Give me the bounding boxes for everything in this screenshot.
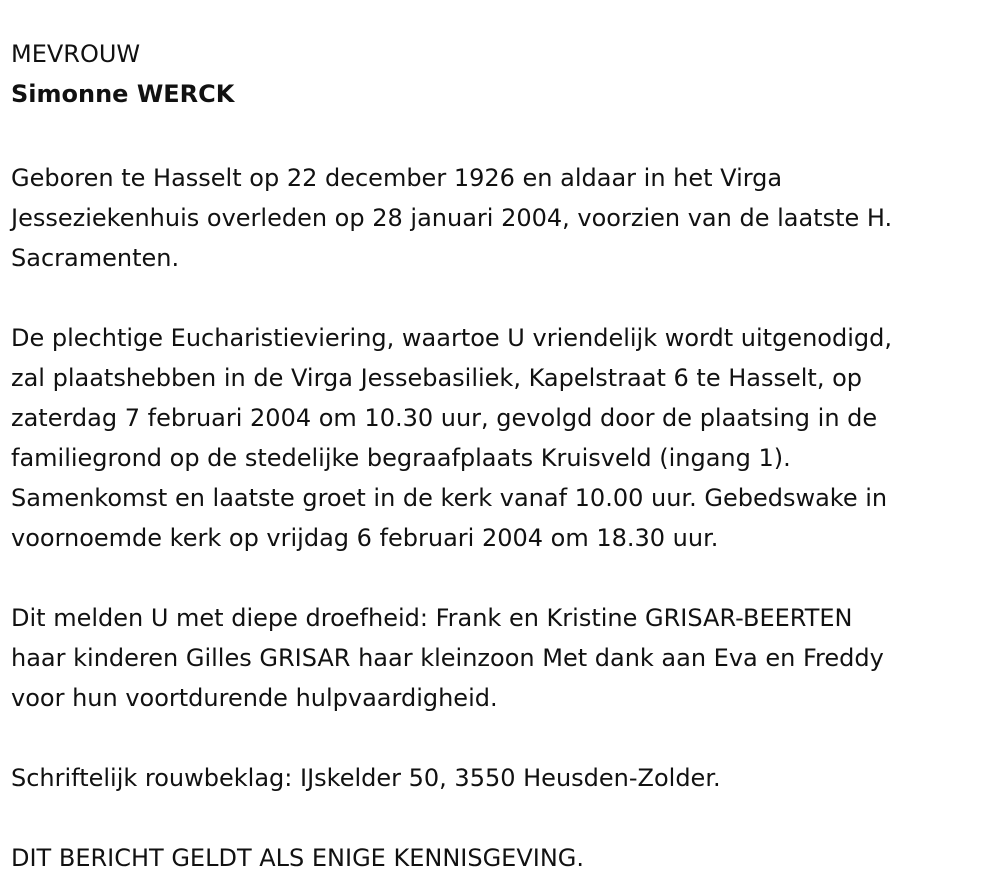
service-line: De plechtige Eucharistieviering, waartoe U vriendelijk wordt uitgenodigd, (11, 324, 892, 352)
service-line: voornoemde kerk op vrijdag 6 februari 2004 om 18.30 uur. (11, 524, 719, 552)
family-paragraph (11, 598, 996, 718)
family-line: Dit melden U met diepe droefheid: Frank en Kristine GRISAR-BEERTEN (11, 604, 853, 632)
paragraph-gap (11, 558, 996, 598)
family-line: haar kinderen Gilles GRISAR haar kleinzoon Met dank aan Eva en Freddy (11, 644, 884, 672)
closing-statement: DIT BERICHT GELDT ALS ENIGE KENNISGEVING. (11, 844, 585, 872)
birth-line: Geboren te Hasselt op 22 december 1926 en aldaar in het Virga (11, 164, 783, 192)
service-line: zal plaatshebben in de Virga Jessebasiliek, Kapelstraat 6 te Hasselt, op (11, 364, 862, 392)
service-line: zaterdag 7 februari 2004 om 10.30 uur, gevolgd door de plaatsing in de (11, 404, 878, 432)
birth-line: Jesseziekenhuis overleden op 28 januari 2004, voorzien van de laatste H. (11, 204, 893, 232)
paragraph-gap (11, 718, 996, 758)
paragraph-gap (11, 278, 996, 318)
paragraph-gap (11, 118, 996, 158)
paragraph-gap (11, 798, 996, 838)
salutation: MEVROUW (11, 40, 141, 68)
service-line: familiegrond op de stedelijke begraafplaats Kruisveld (ingang 1). (11, 444, 791, 472)
family-line: voor hun voortdurende hulpvaardigheid. (11, 684, 498, 712)
service-paragraph (11, 318, 996, 558)
birth-paragraph (11, 158, 996, 278)
death-notice (11, 34, 996, 878)
deceased-name: Simonne WERCK (11, 80, 235, 108)
condolences-address: Schriftelijk rouwbeklag: IJskelder 50, 3550 Heusden-Zolder. (11, 764, 721, 792)
birth-line: Sacramenten. (11, 244, 180, 272)
service-line: Samenkomst en laatste groet in de kerk vanaf 10.00 uur. Gebedswake in (11, 484, 888, 512)
